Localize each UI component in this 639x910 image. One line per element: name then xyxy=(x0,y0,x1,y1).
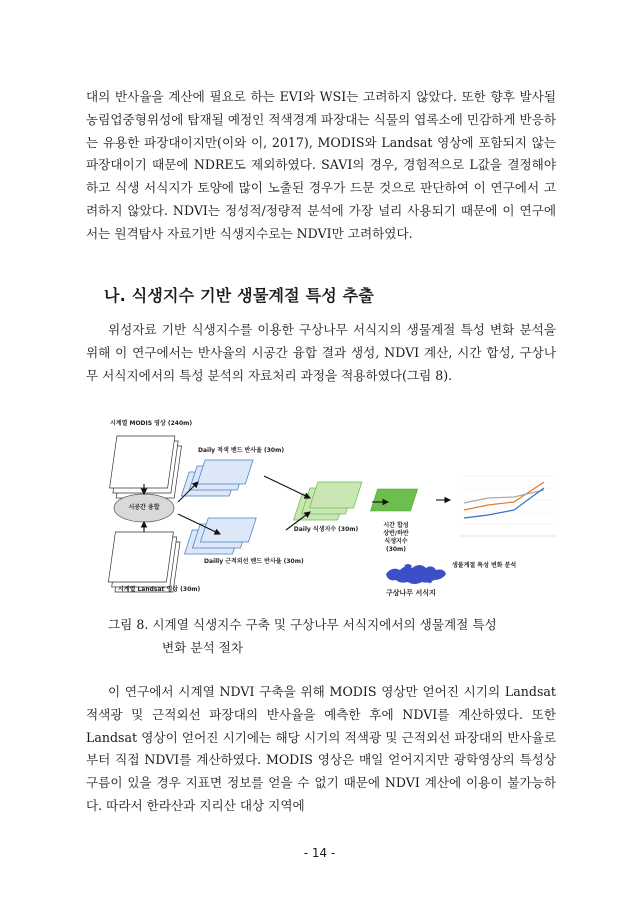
label-nir-band: Dailly 근적외선 밴드 반사율 (30m) xyxy=(204,558,304,565)
caption-line-2: 변화 분석 절차 xyxy=(162,639,243,655)
red-band-stack xyxy=(181,460,253,496)
composite-vi-block xyxy=(370,489,417,511)
caption-line-1: 그림 8. 시계열 식생지수 구축 및 구상나무 서식지에서의 생물계절 특성 xyxy=(108,617,497,632)
figure-8-processing-diagram xyxy=(104,414,564,606)
habitat-map xyxy=(386,564,446,584)
label-composite-4: (30m) xyxy=(385,546,407,553)
modis-image-stack xyxy=(110,436,182,498)
daily-vi-stack xyxy=(294,482,362,520)
diagram-graphics xyxy=(104,414,564,606)
paragraph-processing-overview: 위성자료 기반 식생지수를 이용한 구상나무 서식지의 생물계절 특성 변화 분석을 위해 이 연구에서는 반사율의 시공간 융합 결과 생성, NDVI 계산, 시간 합성, 구상나무 서식지에서의 특성 분석의 자료처리 과정을 적용하였다(그림 8). xyxy=(86,322,556,383)
paragraph-vegetation-index-selection: 대의 반사율을 계산에 필요로 하는 EVI와 WSI는 고려하지 않았다. 또한 향후 발사될 농림업중형위성에 탑재될 예정인 적색경계 파장대는 식물의 엽록소에 민감하게 반응하는 유용한 파장대이지만(이와 이, 2017), MODIS와 Landsat 영상에 포함되지 않는 파장대이기 때문에 NDRE도 제외하였다. SAVI의 경우, 경험적으로 L값을 결정해야하고 식생 서식지가 토양에 많이 노출된 경우가 드문 것으로 판단하여 이 연구에서 고려하지 않았다. NDVI는 정성적/정량적 분석에 가장 널리 사용되기 때문에 이 연구에서는 원격탐사 자료기반 식생지수로는 NDVI만 고려하였다. xyxy=(86,89,556,241)
nir-band-stack xyxy=(185,518,257,554)
label-modis: 시계열 MODIS 영상 (240m) xyxy=(110,420,193,427)
label-habitat: 구상나무 서식지 xyxy=(386,589,436,597)
label-analysis: 생물계절 특성 변화 분석 xyxy=(452,562,517,569)
section-heading: 나. 식생지수 기반 생물계절 특성 추출 xyxy=(104,286,374,305)
landsat-image-stack xyxy=(108,532,180,592)
label-landsat: 시계열 Landsat 영상 (30m) xyxy=(118,586,201,593)
label-composite-3: 식생지수 xyxy=(384,538,408,545)
paragraph-ndvi-construction: 이 연구에서 시계열 NDVI 구축을 위해 MODIS 영상만 얻어진 시기의 Landsat 적색광 및 근적외선 파장대의 반사율을 예측한 후에 NDVI를 계산하였다. 또한 Landsat 영상이 얻어진 시기에는 해당 시기의 적색광 및 근적외선 파장대의 반사율로부터 직접 NDVI를 계산하였다. MODIS 영상은 매일 얻어지지만 광학영상의 특성상 구름이 있을 경우 지표면 정보를 얻을 수 없기 때문에 NDVI 계산에 이용이 불가능하다. 따라서 한라산과 지리산 대상 지역에 xyxy=(86,684,556,813)
label-composite-2: 상반/하반 xyxy=(383,530,409,537)
label-composite-1: 시간 합성 xyxy=(383,522,409,529)
label-red-band: Daily 적색 밴드 반사율 (30m) xyxy=(198,447,285,454)
label-fusion: 시공간 융합 xyxy=(128,504,160,511)
figure-caption xyxy=(108,614,558,659)
phenology-line-chart xyxy=(460,476,556,536)
page-number: - 14 - xyxy=(303,846,336,860)
label-daily-vi: Daily 식생지수 (30m) xyxy=(293,526,359,533)
